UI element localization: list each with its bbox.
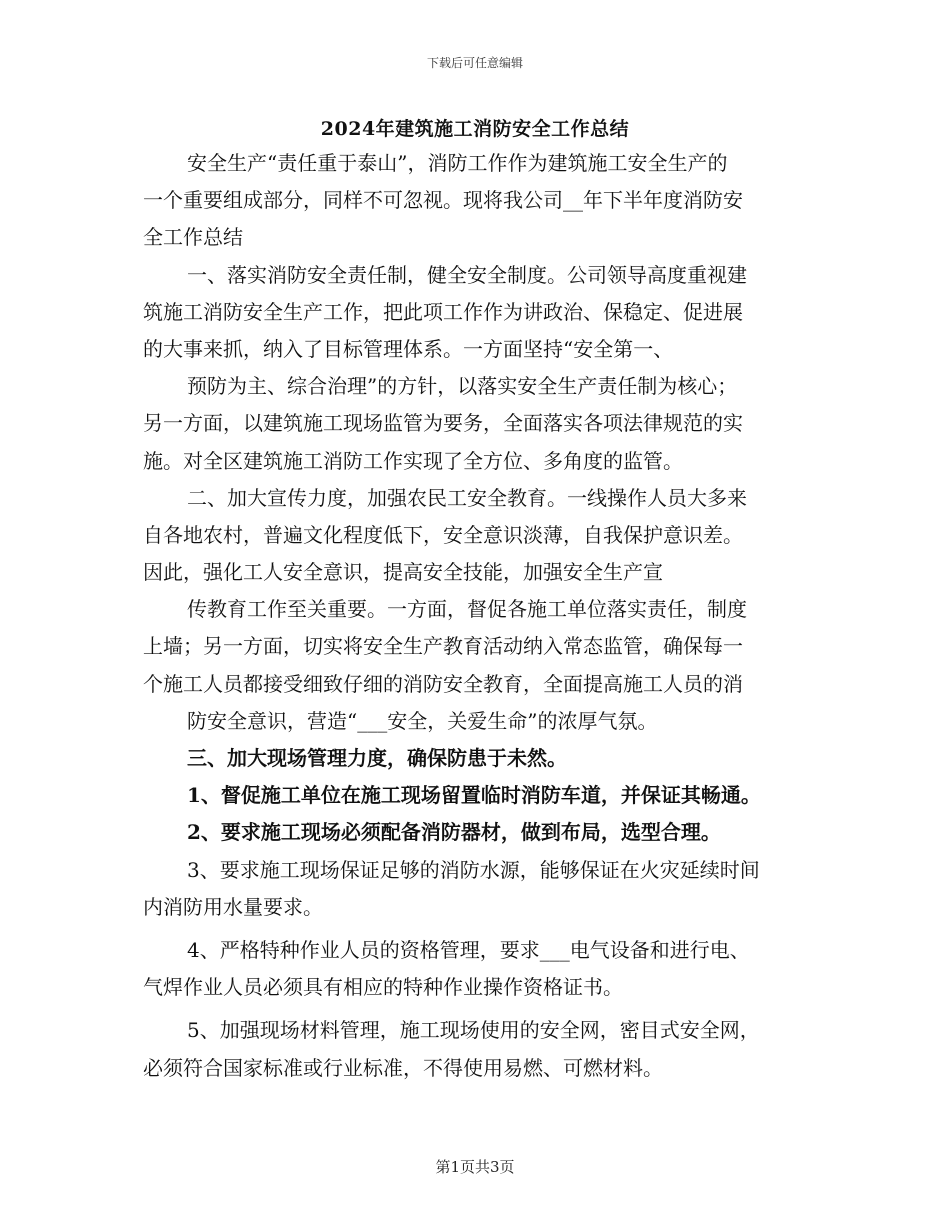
item-5-line-2: 必须符合国家标准或行业标准，不得使用易燃、可燃材料。 bbox=[143, 1055, 663, 1080]
item-5-line-1: 5、加强现场材料管理，施工现场使用的安全网，密目式安全网， bbox=[187, 1018, 760, 1043]
item-4-line-1: 4、严格特种作业人员的资格管理，要求___电气设备和进行电、 bbox=[187, 937, 750, 962]
item-3-line-2: 内消防用水量要求。 bbox=[143, 894, 323, 919]
section-1-line-3: 的大事来抓，纳入了目标管理体系。一方面坚持“安全第一、 bbox=[143, 336, 674, 361]
section-1-line-4: 预防为主、综合治理”的方针，以落实安全生产责任制为核心； bbox=[187, 374, 738, 399]
section-2-line-1: 二、加大宣传力度，加强农民工安全教育。一线操作人员大多来 bbox=[187, 485, 747, 510]
section-1-line-6: 施。对全区建筑施工消防工作实现了全方位、多角度的监管。 bbox=[143, 448, 683, 473]
section-2-line-4: 传教育工作至关重要。一方面，督促各施工单位落实责任，制度 bbox=[187, 597, 747, 622]
section-2-line-6: 个施工人员都接受细致仔细的消防安全教育，全面提高施工人员的消 bbox=[143, 671, 743, 696]
section-2-line-2: 自各地农村，普遍文化程度低下，安全意识淡薄，自我保护意识差。 bbox=[143, 522, 743, 547]
section-1-line-5: 另一方面，以建筑施工现场监管为要务，全面落实各项法律规范的实 bbox=[143, 411, 743, 436]
item-2: 2、要求施工现场必须配备消防器材，做到布局，选型合理。 bbox=[187, 820, 721, 845]
page-number-footer: 第1页共3页 bbox=[435, 1158, 515, 1176]
section-3-heading: 三、加大现场管理力度，确保防患于未然。 bbox=[187, 746, 567, 770]
paragraph-intro-line-1: 安全生产“责任重于泰山”，消防工作作为建筑施工安全生产的 bbox=[187, 151, 728, 175]
item-4-line-2: 气焊作业人员必须具有相应的特种作业操作资格证书。 bbox=[143, 975, 623, 1000]
document-title: 2024年建筑施工消防安全工作总结 bbox=[320, 118, 630, 140]
document-body bbox=[143, 145, 808, 1087]
paragraph-intro-line-2: 一个重要组成部分，同样不可忽视。现将我公司__年下半年度消防安 bbox=[143, 188, 743, 213]
section-2-line-3: 因此，强化工人安全意识，提高安全技能，加强安全生产宣 bbox=[143, 560, 663, 585]
paragraph-intro-line-3: 全工作总结 bbox=[143, 225, 243, 250]
section-2-line-5: 上墙；另一方面，切实将安全生产教育活动纳入常态监管，确保每一 bbox=[143, 634, 743, 659]
header-note: 下载后可任意编辑 bbox=[426, 56, 523, 70]
section-1-line-1: 一、落实消防安全责任制，健全安全制度。公司领导高度重视建 bbox=[187, 262, 747, 287]
item-1: 1、督促施工单位在施工现场留置临时消防车道，并保证其畅通。 bbox=[187, 783, 761, 808]
item-3-line-1: 3、要求施工现场保证足够的消防水源，能够保证在火灾延续时间 bbox=[187, 857, 760, 882]
section-2-line-7: 防安全意识，营造“___安全，关爱生命”的浓厚气氛。 bbox=[187, 708, 658, 733]
section-1-line-2: 筑施工消防安全生产工作，把此项工作作为讲政治、保稳定、促进展 bbox=[143, 299, 743, 324]
